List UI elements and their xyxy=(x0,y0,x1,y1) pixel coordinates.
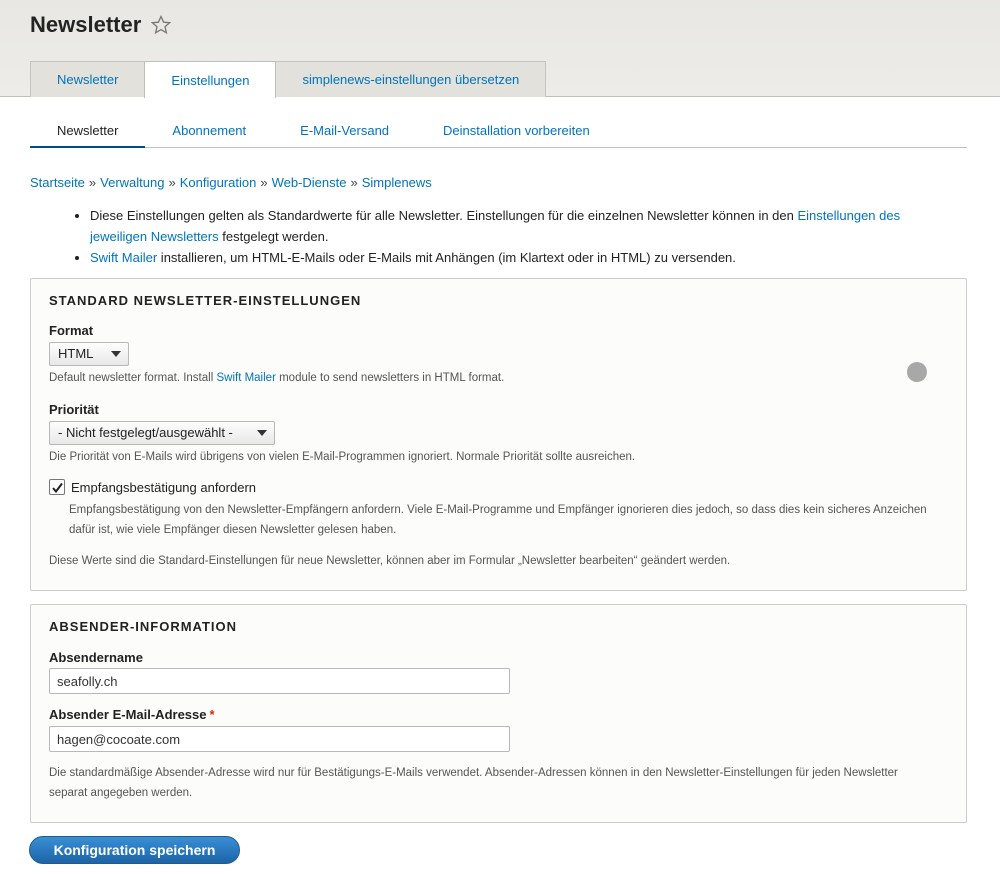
subtab-deinstallation[interactable]: Deinstallation vorbereiten xyxy=(443,123,590,138)
breadcrumb xyxy=(30,175,432,190)
format-select[interactable] xyxy=(49,342,129,366)
sender-email-input[interactable] xyxy=(49,726,510,752)
format-description xyxy=(49,368,504,388)
page-title: Newsletter xyxy=(30,12,142,37)
sender-email-label: Absender E-Mail-Adresse xyxy=(49,707,207,722)
save-configuration-button[interactable]: Konfiguration speichern xyxy=(29,836,240,864)
breadcrumb-simplenews[interactable]: Simplenews xyxy=(361,175,432,190)
primary-tabs xyxy=(30,61,545,97)
sender-description: Die standardmäßige Absender-Adresse wird nur für Bestätigungs-E-Mails verwendet. Absender-Adressen können in den Newsletter-Einstellungen für jeden Newsletter separat angegeben werden. xyxy=(49,767,898,799)
breadcrumb-separator: » xyxy=(168,175,176,190)
receipt-checkbox-label[interactable]: Empfangsbestätigung anfordern xyxy=(71,480,257,495)
receipt-checkbox[interactable] xyxy=(49,479,65,495)
sender-info-fieldset xyxy=(30,604,967,823)
subtab-newsletter[interactable]: Newsletter xyxy=(30,112,145,147)
sender-email-label-wrap xyxy=(49,707,215,722)
breadcrumb-startseite[interactable]: Startseite xyxy=(30,175,85,190)
breadcrumb-verwaltung[interactable]: Verwaltung xyxy=(100,175,165,190)
priority-select[interactable] xyxy=(49,421,275,445)
sender-name-label: Absendername xyxy=(49,650,143,665)
tab-translate[interactable]: simplenews-einstellungen übersetzen xyxy=(275,61,546,97)
priority-label: Priorität xyxy=(49,402,99,417)
priority-description: Die Priorität von E-Mails wird übrigens von vielen E-Mail-Programmen ignoriert. Normale Priorität sollte ausreichen. xyxy=(49,451,636,463)
help-messages xyxy=(76,205,946,268)
help-text: festgelegt werden. xyxy=(218,229,329,244)
defaults-footnote: Diese Werte sind die Standard-Einstellungen für neue Newsletter, können aber im Formular „Newsletter bearbeiten“ geändert werden. xyxy=(49,555,731,567)
help-text: installieren, um HTML-E-Mails oder E-Mails mit Anhängen (im Klartext oder in HTML) zu versenden. xyxy=(157,250,736,265)
priority-selected-value: - Nicht festgelegt/ausgewählt - xyxy=(58,425,233,440)
star-icon[interactable] xyxy=(151,15,171,35)
swift-mailer-module-link[interactable]: Swift Mailer xyxy=(216,372,276,384)
required-marker: * xyxy=(209,707,215,722)
help-item xyxy=(90,205,946,247)
swift-mailer-link[interactable]: Swift Mailer xyxy=(90,250,158,265)
fieldset-legend: STANDARD NEWSLETTER-EINSTELLUNGEN xyxy=(49,293,362,308)
status-dot-icon xyxy=(907,362,927,382)
chevron-down-icon xyxy=(257,430,267,436)
breadcrumb-separator: » xyxy=(88,175,97,190)
page-title-wrap xyxy=(30,12,171,38)
desc-text: Default newsletter format. Install xyxy=(49,372,217,384)
help-text: Diese Einstellungen gelten als Standardwerte für alle Newsletter. Einstellungen für die einzelnen Newsletter können in den xyxy=(90,208,798,223)
breadcrumb-web-dienste[interactable]: Web-Dienste xyxy=(271,175,347,190)
standard-settings-fieldset xyxy=(30,278,967,591)
help-item xyxy=(90,247,946,268)
chevron-down-icon xyxy=(111,351,121,357)
desc-text: module to send newsletters in HTML format. xyxy=(275,372,505,384)
format-selected-value: HTML xyxy=(58,346,94,361)
receipt-description: Empfangsbestätigung von den Newsletter-Empfängern anfordern. Viele E-Mail-Programme und Empfänger ignorieren dies jedoch, so dass dies kein sicheres Anzeichen dafür ist, wie viele Empfänger diesen Newsletter gelesen haben. xyxy=(69,504,927,536)
tab-einstellungen[interactable]: Einstellungen xyxy=(144,61,276,98)
fieldset-legend: ABSENDER-INFORMATION xyxy=(49,619,238,634)
newsletter-settings-link[interactable]: Einstellungen des jeweiligen Newsletters xyxy=(90,208,901,244)
breadcrumb-konfiguration[interactable]: Konfiguration xyxy=(179,175,257,190)
subtab-email-versand[interactable]: E-Mail-Versand xyxy=(300,123,390,138)
subtab-abonnement[interactable]: Abonnement xyxy=(172,123,247,138)
page-header xyxy=(0,0,1000,97)
checkmark-icon xyxy=(51,481,64,494)
breadcrumb-separator: » xyxy=(260,175,268,190)
sender-name-input[interactable] xyxy=(49,668,510,694)
breadcrumb-separator: » xyxy=(350,175,358,190)
format-label: Format xyxy=(49,323,94,338)
tab-newsletter[interactable]: Newsletter xyxy=(30,61,145,97)
secondary-tabs xyxy=(30,112,967,148)
